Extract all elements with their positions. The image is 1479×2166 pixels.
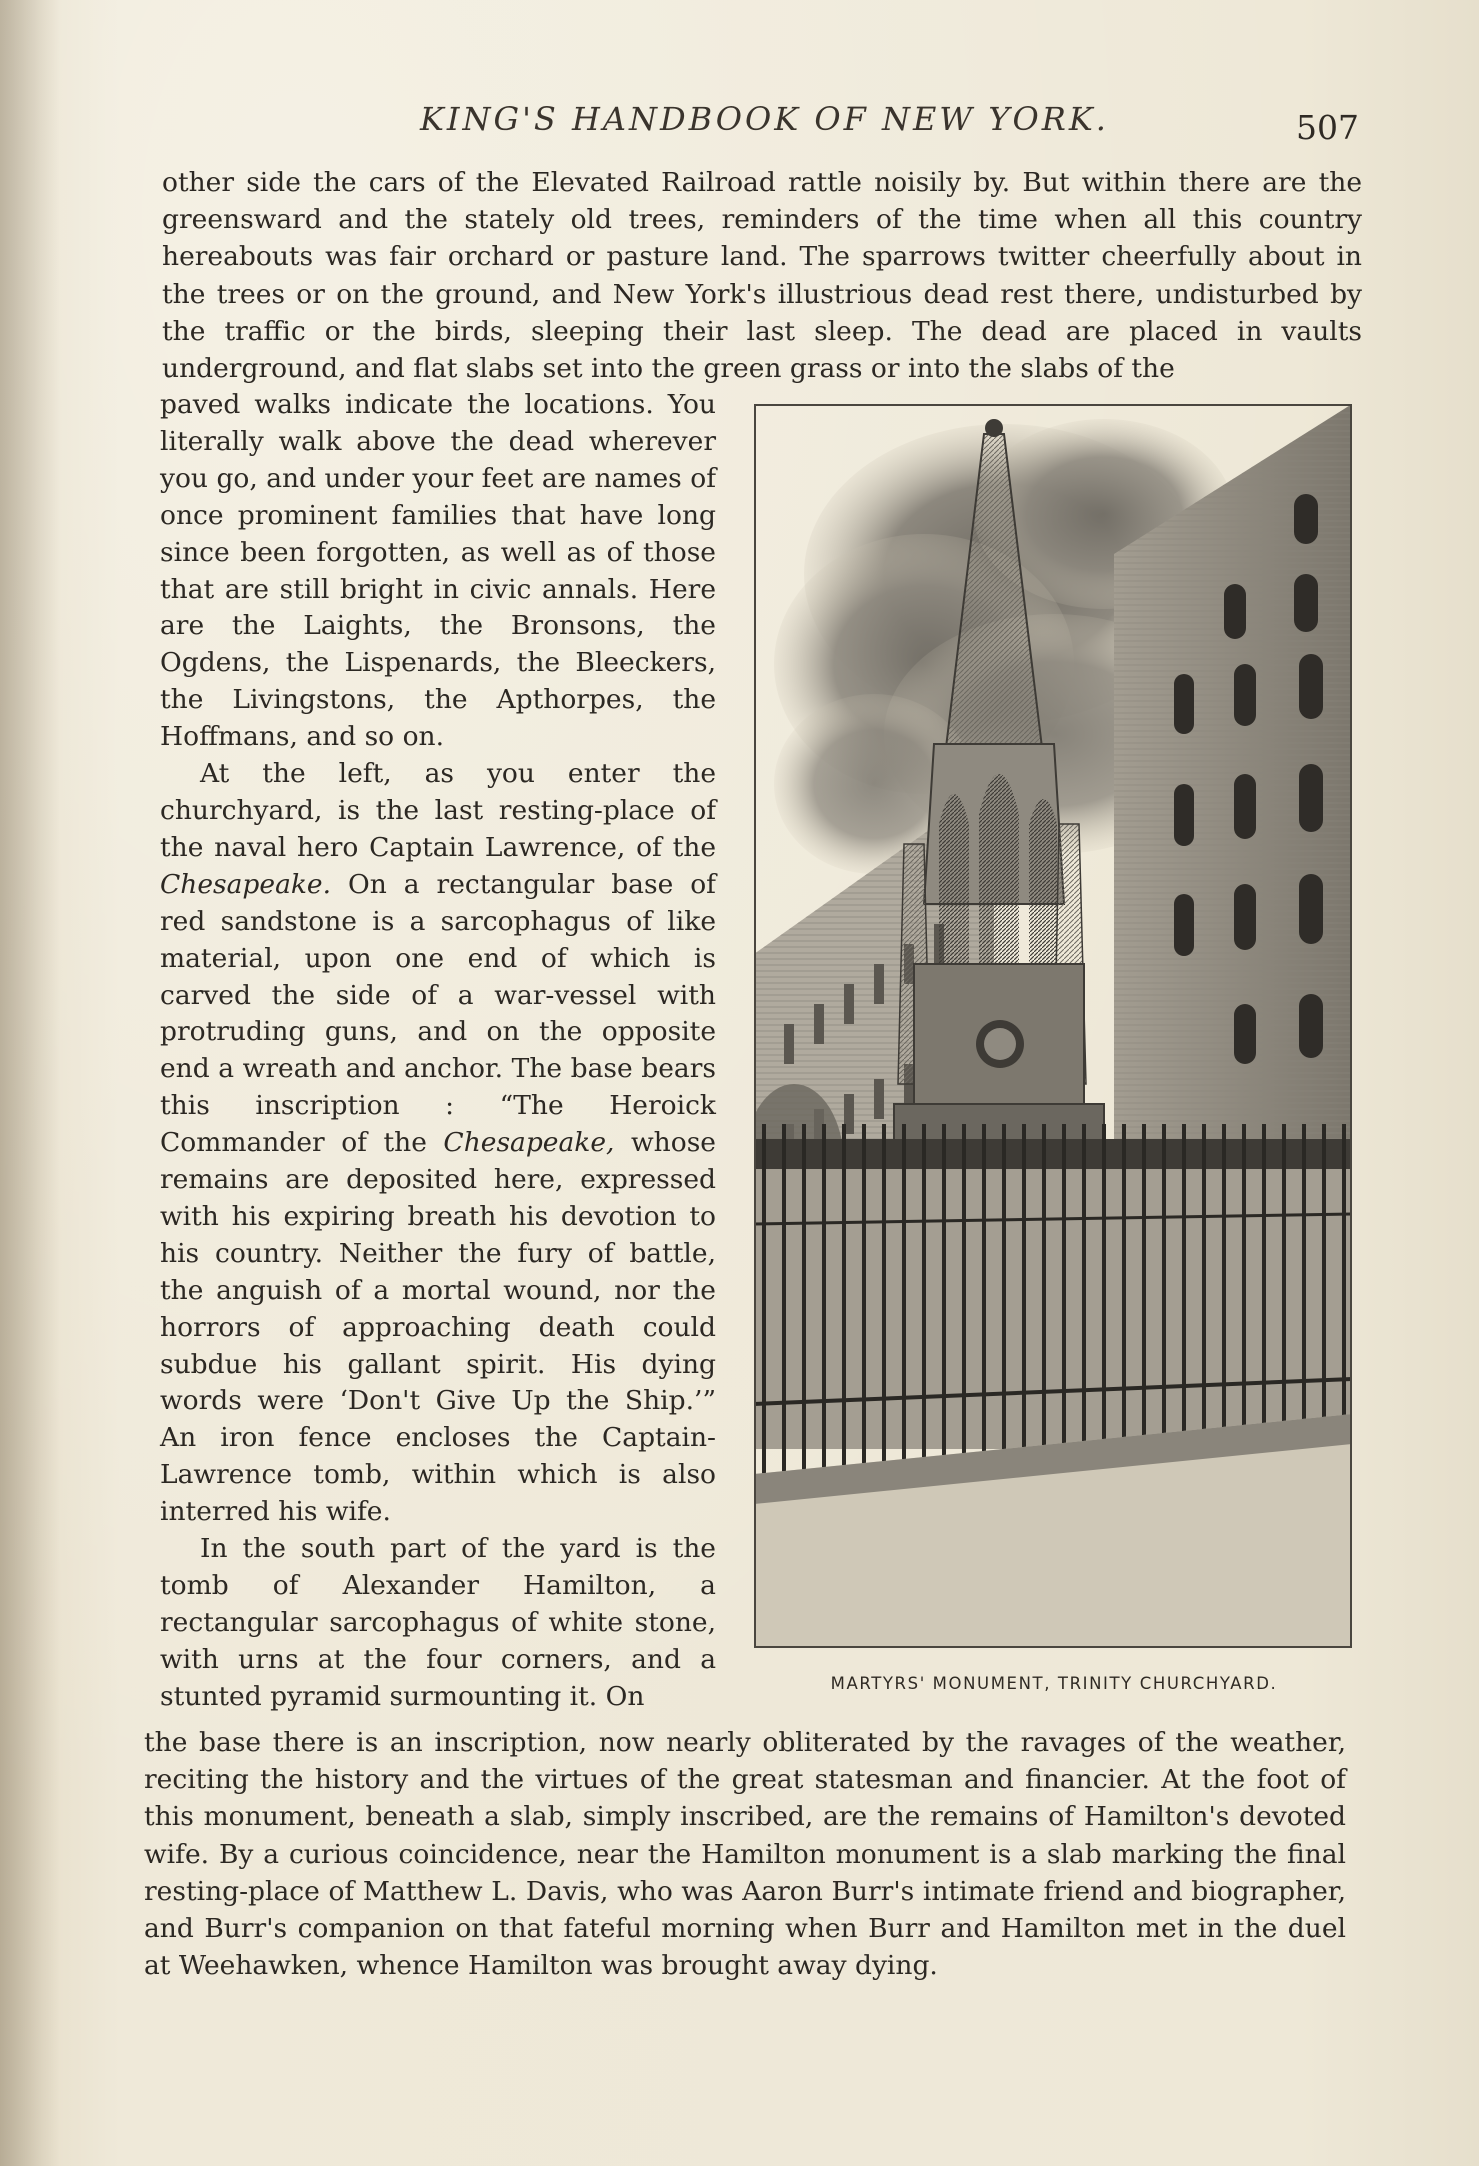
lawrence-text-b: On a rectangular base of red sandstone is a sarcophagus of like material, upon one end of which is carved the side of a war-vessel with protruding guns, and on the opposite end a wreath and anchor. The base bears this inscription : “The Heroick Commander of the (160, 868, 716, 1159)
bottom-paragraph-text: the base there is an inscription, now nearly obliterated by the ravages of the weather, reciting the history and the virtues of the great statesman and financier. At the foot of this monument, beneath a slab, simply inscribed, are the remains of Hamilton's devoted wife. By a curious coincidence, near the Hamilton monument is a slab marking the final resting-place of Matthew L. Davis, who was Aaron Burr's intimate friend and biographer, and Burr's companion on that fateful morning when Burr and Hamilton met in the duel at Weehawken, whence Hamilton was brought away dying. (144, 1727, 1346, 1982)
figure-caption: MARTYRS' MONUMENT, TRINITY CHURCHYARD. (830, 1674, 1278, 1693)
running-head-title: KING'S HANDBOOK OF NEW YORK. (420, 100, 1109, 138)
lawrence-text-a: At the left, as you enter the churchyard, is the last resting-place of the naval hero Captain Lawrence, of the (160, 758, 716, 863)
left-column (160, 387, 716, 1716)
lawrence-text-c: whose remains are deposited here, expressed with his expiring breath his devotion to his country. Neither the fury of battle, the anguish of a mortal wound, nor the horrors of approaching death could subdue his gallant spirit. His dying words were ‘Don't Give Up the Ship.’” An iron fence encloses the Captain-Lawrence tomb, within which is also interred his wife. (160, 1127, 716, 1528)
page-number: 507 (1296, 108, 1359, 147)
ship-name-1: Chesapeake. (160, 868, 332, 900)
bottom-paragraph (144, 1724, 1346, 1984)
paragraph-locations: paved walks indicate the locations. You literally walk above the dead wherever you go, and under your feet are names of once prominent families that have long since been forgotten, as well as of those that are still bright in civic annals. Here are the Laights, the Bronsons, the Ogdens, the Lispenards, the Bleeckers, the Livingstons, the Apthorpes, the Hoffmans, and so on. (160, 389, 716, 753)
iron-fence (754, 1124, 1352, 1474)
gutter-shadow (0, 0, 60, 2166)
paragraph-hamilton: In the south part of the yard is the tomb of Alexander Hamilton, a rectangular sarcophagus of white stone, with urns at the four corners, and a stunted pyramid surmounting it. On (160, 1533, 716, 1712)
top-paragraph (162, 164, 1362, 387)
martyrs-monument-engraving (754, 404, 1352, 1648)
ship-name-2: Chesapeake, (443, 1127, 615, 1159)
top-paragraph-text: other side the cars of the Elevated Railroad rattle noisily by. But within there are the greensward and the stately old trees, reminders of the time when all this country hereabouts was fair orchard or pasture land. The sparrows twitter cheerfully about in the trees or on the ground, and New York's illustrious dead rest there, undisturbed by the traffic or the birds, sleeping their last sleep. The dead are placed in vaults underground, and flat slabs set into the green grass or into the slabs of the (162, 167, 1362, 385)
paragraph-lawrence (160, 756, 716, 1531)
engraving-illustration (754, 404, 1352, 1648)
